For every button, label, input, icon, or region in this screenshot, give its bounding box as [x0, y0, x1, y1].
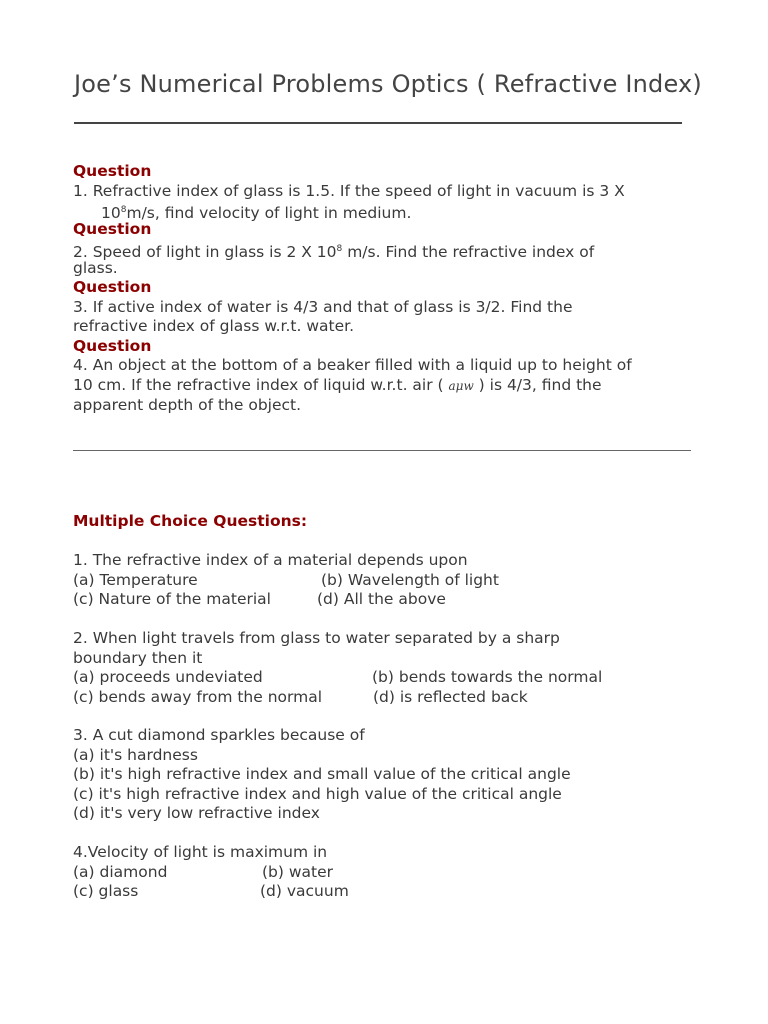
question-label: Question [73, 162, 152, 180]
mcq-2-option-a: (a) proceeds undeviated [73, 668, 263, 686]
mcq-2-option-d: (d) is reflected back [373, 688, 528, 706]
mcq-1-option-c: (c) Nature of the material [73, 590, 271, 608]
question-label: Question [73, 220, 152, 238]
mcq-2-option-b: (b) bends towards the normal [372, 668, 603, 686]
mcq-3-option-c: (c) it's high refractive index and high value of the critical angle [73, 785, 562, 803]
question-1-line-2: $10^8m/s$, find velocity of light in medium. [101, 204, 412, 222]
mcq-4-question: 4.Velocity of light is maximum in [73, 843, 328, 861]
question-1-line-1: 1. Refractive index of glass is 1.5. If the speed of light in vacuum is 3 X [73, 182, 625, 200]
mcq-3-question: 3. A cut diamond sparkles because of [73, 726, 365, 744]
mcq-4-option-c: (c) glass [73, 882, 139, 900]
mcq-4-option-b: (b) water [262, 863, 334, 881]
question-4-line-1: 4. An object at the bottom of a beaker filled with a liquid up to height of [73, 356, 632, 374]
mcq-3-option-b: (b) it's high refractive index and small value of the critical angle [73, 765, 571, 783]
question-2-line-2: glass. [73, 259, 118, 277]
mcq-1-question: 1. The refractive index of a material depends upon [73, 551, 468, 569]
title-underline [74, 122, 682, 124]
mcq-4-option-d: (d) vacuum [260, 882, 349, 900]
mcq-3-option-a: (a) it's hardness [73, 746, 198, 764]
mcq-1-option-b: (b) Wavelength of light [321, 571, 499, 589]
mcq-1-option-a: (a) Temperature [73, 571, 198, 589]
question-3-line-2: refractive index of glass w.r.t. water. [73, 317, 355, 335]
mcq-4-option-a: (a) diamond [73, 863, 168, 881]
mcq-1-option-d: (d) All the above [317, 590, 446, 608]
page-title: Joe’s Numerical Problems Optics ( Refractive Index) [74, 70, 703, 98]
mcq-heading: Multiple Choice Questions: [73, 512, 308, 530]
question-2-line-1: 2. Speed of light in glass is 2 X $10^8$ m/s. Find the refractive index of [73, 243, 595, 261]
mcq-2-option-c: (c) bends away from the normal [73, 688, 323, 706]
mu-symbol: aμw [448, 379, 474, 393]
question-label: Question [73, 337, 152, 355]
section-divider [73, 450, 691, 451]
question-3-line-1: 3. If active index of water is 4/3 and that of glass is 3/2. Find the [73, 298, 573, 316]
mcq-3-option-d: (d) it's very low refractive index [73, 804, 320, 822]
question-4-line-3: apparent depth of the object. [73, 396, 302, 414]
mcq-2-question-line-1: 2. When light travels from glass to water separated by a sharp [73, 629, 560, 647]
question-label: Question [73, 278, 152, 296]
question-4-line-2: 10 cm. If the refractive index of liquid w.r.t. air ( aμw ) is 4/3, find the [73, 376, 602, 394]
mcq-2-question-line-2: boundary then it [73, 649, 203, 667]
